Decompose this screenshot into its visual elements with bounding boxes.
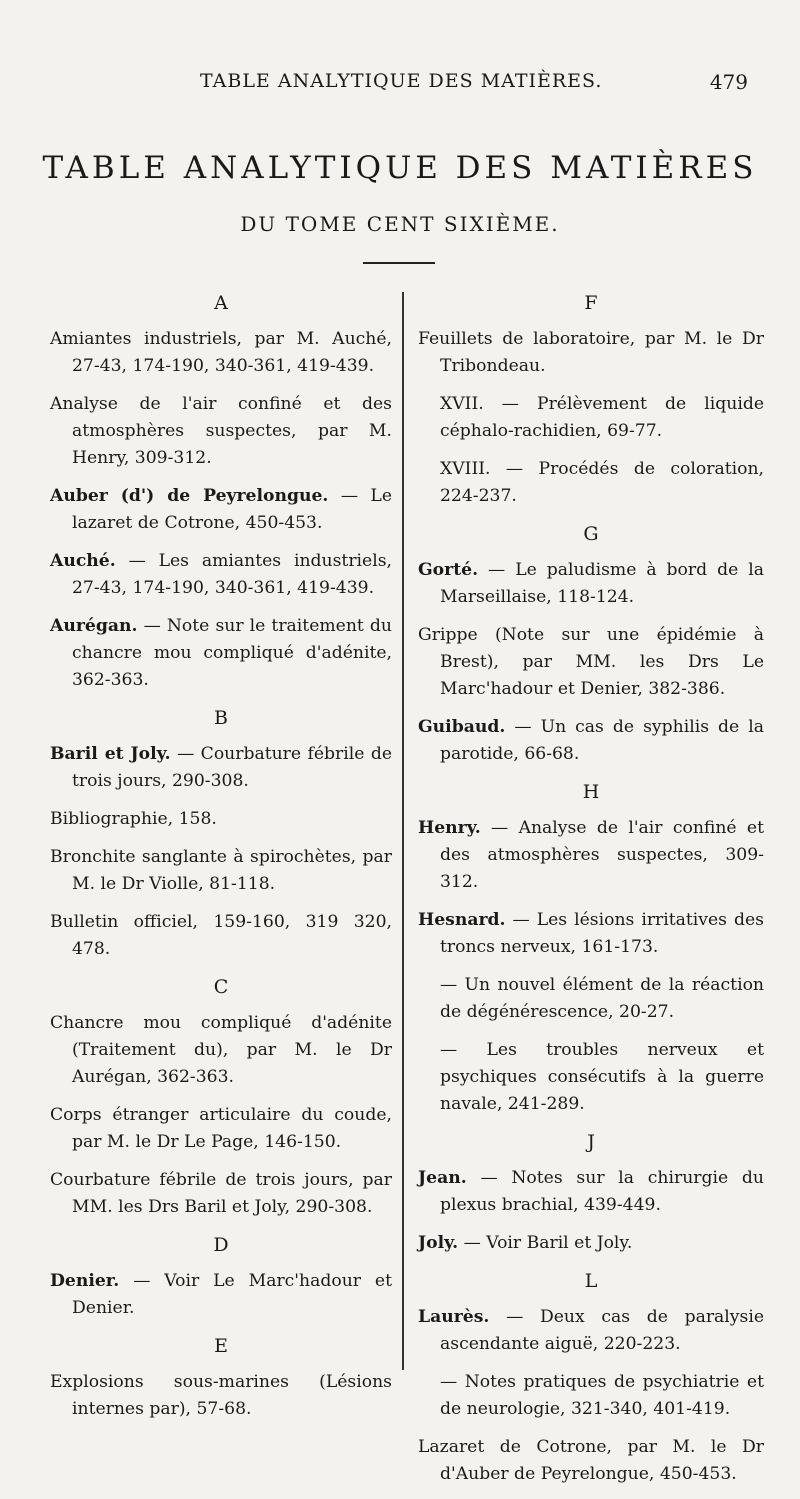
section-letter: B — [214, 707, 228, 729]
entry-text: Bulletin officiel, 159-160, 319 320, 478. — [50, 912, 392, 959]
index-entry — [50, 909, 392, 963]
index-entry — [50, 844, 392, 898]
entry-author: Jean. — [418, 1168, 467, 1188]
entry-text: — Note sur le traitement du chancre mou compliqué d'adénite, 362-363. — [72, 616, 392, 690]
index-entry — [50, 613, 392, 694]
entry-text: XVII. — Prélèvement de liquide céphalo-rachidien, 69-77. — [440, 394, 764, 441]
entry-author: Joly. — [418, 1233, 459, 1253]
entry-text: Courbature fébrile de trois jours, par MM. les Drs Baril et Joly, 290-308. — [50, 1170, 392, 1217]
entry-text: Amiantes industriels, par M. Auché, 27-43, 174-190, 340-361, 419-439. — [50, 329, 392, 376]
section-letter: J — [587, 1131, 595, 1153]
entry-text: — Courbature fébrile de trois jours, 290-308. — [72, 744, 392, 791]
entry-author: Guibaud. — [418, 717, 506, 737]
entry-text: — Les troubles nerveux et psychiques consécutifs à la guerre navale, 241-289. — [440, 1040, 764, 1114]
section-letter: C — [213, 976, 229, 998]
page-number: 479 — [709, 70, 748, 94]
index-entry — [50, 391, 392, 472]
entry-text: Lazaret de Cotrone, par M. le Dr d'Auber de Peyrelongue, 450-453. — [418, 1437, 764, 1484]
index-entry — [50, 1369, 392, 1423]
index-column-left — [50, 290, 392, 1434]
entry-text: Explosions sous-marines (Lésions internes par), 57-68. — [50, 1372, 392, 1419]
index-entry — [418, 391, 764, 445]
index-entry — [418, 1434, 764, 1488]
entry-text: Feuillets de laboratoire, par M. le Dr Tribondeau. — [418, 329, 764, 376]
index-entry — [418, 557, 764, 611]
entry-author: Gorté. — [418, 560, 479, 580]
entry-text: Analyse de l'air confiné et des atmosphères suspectes, par M. Henry, 309-312. — [50, 394, 392, 468]
entry-author: Auché. — [50, 551, 116, 571]
column-divider — [402, 292, 404, 1370]
entry-text: — Notes pratiques de psychiatrie et de neurologie, 321-340, 401-419. — [440, 1372, 764, 1419]
entry-text: — Notes sur la chirurgie du plexus brachial, 439-449. — [440, 1168, 764, 1215]
entry-text: — Un nouvel élément de la réaction de dégénérescence, 20-27. — [440, 975, 764, 1022]
entry-author: Denier. — [50, 1271, 120, 1291]
section-letter: L — [584, 1270, 598, 1292]
section-letter: E — [214, 1335, 228, 1357]
entry-text: — Le paludisme à bord de la Marseillaise, 118-124. — [440, 560, 764, 607]
index-entry — [418, 1230, 764, 1257]
running-head-title: TABLE ANALYTIQUE DES MATIÈRES. — [200, 70, 603, 92]
entry-author: Auber (d') de Peyrelongue. — [50, 486, 329, 506]
entry-author: Aurégan. — [50, 616, 138, 636]
index-entry — [418, 972, 764, 1026]
page-subtitle: DU TOME CENT SIXIÈME. — [240, 212, 560, 236]
entry-text: — Voir Le Marc'hadour et Denier. — [72, 1271, 392, 1318]
index-entry — [50, 1167, 392, 1221]
section-letter: D — [213, 1234, 229, 1256]
index-entry — [50, 806, 392, 833]
index-entry — [418, 1037, 764, 1118]
entry-author: Hesnard. — [418, 910, 506, 930]
title-rule — [363, 262, 435, 264]
index-entry — [418, 1165, 764, 1219]
running-head — [0, 70, 800, 100]
entry-text: Bronchite sanglante à spirochètes, par M. le Dr Violle, 81-118. — [50, 847, 392, 894]
index-entry — [418, 1304, 764, 1358]
index-entry — [50, 1102, 392, 1156]
entry-author: Laurès. — [418, 1307, 490, 1327]
index-entry — [50, 548, 392, 602]
index-entry — [50, 741, 392, 795]
entry-text: Chancre mou compliqué d'adénite (Traitement du), par M. le Dr Aurégan, 362-363. — [50, 1013, 392, 1087]
entry-text: — Le lazaret de Cotrone, 450-453. — [72, 486, 393, 533]
entry-text: Grippe (Note sur une épidémie à Brest), par MM. les Drs Le Marc'hadour et Denier, 382-386. — [418, 625, 764, 699]
entry-text: — Les lésions irritatives des troncs nerveux, 161-173. — [440, 910, 764, 957]
index-entry — [418, 456, 764, 510]
index-entry — [50, 1010, 392, 1091]
section-letter: G — [583, 523, 599, 545]
entry-author: Henry. — [418, 818, 481, 838]
entry-author: Baril et Joly. — [50, 744, 171, 764]
section-letter: F — [584, 292, 598, 314]
index-entry — [50, 326, 392, 380]
entry-text: XVIII. — Procédés de coloration, 224-237. — [440, 459, 764, 506]
index-entry — [418, 907, 764, 961]
index-entry — [418, 1369, 764, 1423]
entry-text: — Voir Baril et Joly. — [458, 1233, 633, 1253]
index-entry — [418, 714, 764, 768]
entry-text: — Un cas de syphilis de la parotide, 66-68. — [440, 717, 764, 764]
entry-text: — Les amiantes industriels, 27-43, 174-190, 340-361, 419-439. — [72, 551, 392, 598]
entry-text: Corps étranger articulaire du coude, par M. le Dr Le Page, 146-150. — [50, 1105, 392, 1152]
section-letter: H — [582, 781, 600, 803]
index-entry — [418, 326, 764, 380]
section-letter: A — [214, 292, 228, 314]
entry-text: — Deux cas de paralysie ascendante aiguë, 220-223. — [440, 1307, 764, 1354]
index-entry — [418, 815, 764, 896]
page-title: TABLE ANALYTIQUE DES MATIÈRES — [42, 150, 758, 186]
index-entry — [418, 622, 764, 703]
index-column-right — [418, 290, 764, 1499]
entry-text: Bibliographie, 158. — [50, 809, 217, 829]
index-entry — [50, 1268, 392, 1322]
entry-text: — Analyse de l'air confiné et des atmosphères suspectes, 309-312. — [440, 818, 764, 892]
index-entry — [50, 483, 392, 537]
